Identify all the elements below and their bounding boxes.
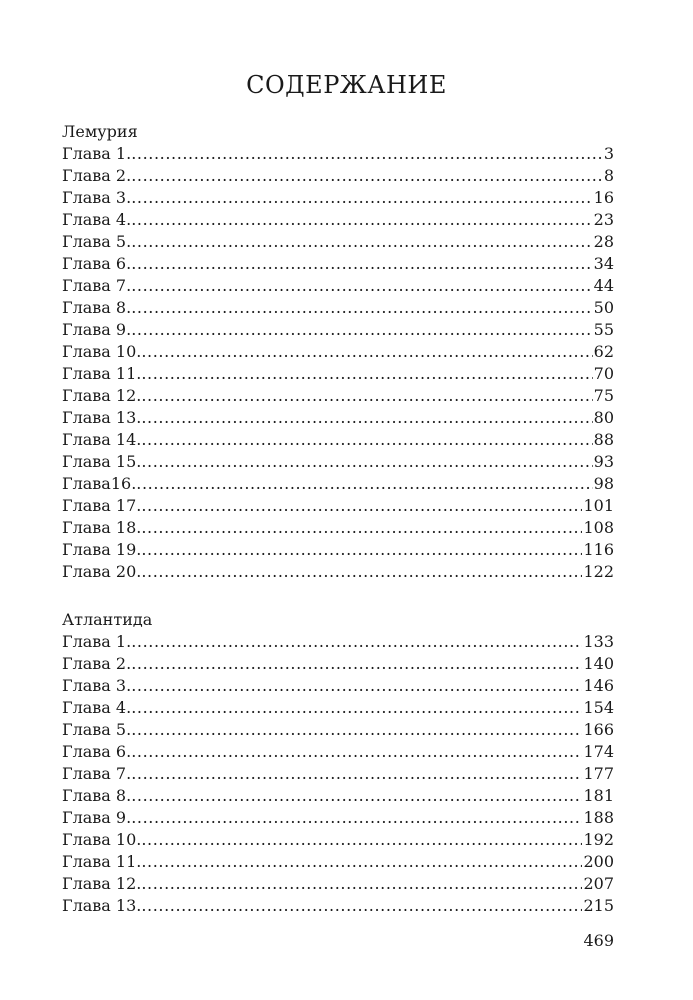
chapter-page-number: 75: [593, 386, 614, 405]
toc-entry: [62, 851, 614, 873]
dot-leader: [141, 385, 592, 407]
toc-entry: [62, 143, 614, 165]
chapter-page-number: 181: [583, 786, 614, 805]
chapter-label: Глава 3.: [62, 188, 132, 207]
toc-entry: [62, 785, 614, 807]
toc-entry: [62, 653, 614, 675]
toc-entry: [62, 429, 614, 451]
dot-leader: [131, 297, 592, 319]
section-heading: Атлантида: [62, 610, 153, 629]
chapter-label: Глава 6.: [62, 742, 132, 761]
chapter-page-number: 80: [593, 408, 614, 427]
chapter-label: Глава 9.: [62, 320, 132, 339]
dot-leader: [141, 895, 582, 917]
toc-entry: [62, 895, 614, 917]
toc-entry: [62, 473, 614, 495]
chapter-page-number: 16: [593, 188, 614, 207]
chapter-label: Глава 2.: [62, 654, 132, 673]
chapter-page-number: 8: [603, 166, 614, 185]
chapter-label: Глава 1.: [62, 632, 132, 651]
dot-leader: [141, 829, 582, 851]
chapter-label: Глава 15.: [62, 452, 142, 471]
chapter-label: Глава 8.: [62, 298, 132, 317]
chapter-label: Глава 18.: [62, 518, 142, 537]
section-heading: Лемурия: [62, 122, 138, 141]
toc-entry: [62, 209, 614, 231]
chapter-label: Глава 7.: [62, 276, 132, 295]
toc-entry: [62, 187, 614, 209]
toc-entry: [62, 363, 614, 385]
chapter-label: Глава 6.: [62, 254, 132, 273]
toc-entry: [62, 407, 614, 429]
chapter-page-number: 140: [583, 654, 614, 673]
dot-leader: [136, 473, 592, 495]
chapter-label: Глава 17.: [62, 496, 142, 515]
chapter-page-number: 146: [583, 676, 614, 695]
toc-entry: [62, 231, 614, 253]
toc-entry: [62, 385, 614, 407]
dot-leader: [131, 319, 592, 341]
toc-entry: [62, 561, 614, 583]
toc-entry: [62, 539, 614, 561]
dot-leader: [141, 539, 582, 561]
chapter-page-number: 62: [593, 342, 614, 361]
chapter-page-number: 154: [583, 698, 614, 717]
chapter-label: Глава 5.: [62, 232, 132, 251]
chapter-label: Глава 1.: [62, 144, 132, 163]
toc-entry: [62, 517, 614, 539]
dot-leader: [131, 253, 592, 275]
dot-leader: [141, 429, 592, 451]
chapter-label: Глава 20.: [62, 562, 142, 581]
chapter-page-number: 133: [583, 632, 614, 651]
chapter-page-number: 28: [593, 232, 614, 251]
dot-leader: [141, 407, 592, 429]
dot-leader: [131, 785, 582, 807]
toc-entry: [62, 807, 614, 829]
toc-entry: [62, 763, 614, 785]
chapter-page-number: 177: [583, 764, 614, 783]
chapter-page-number: 188: [583, 808, 614, 827]
dot-leader: [141, 451, 592, 473]
chapter-label: Глава 5.: [62, 720, 132, 739]
toc-entry: [62, 873, 614, 895]
chapter-page-number: 174: [583, 742, 614, 761]
chapter-page-number: 55: [593, 320, 614, 339]
chapter-page-number: 200: [583, 852, 614, 871]
chapter-label: Глава 13.: [62, 408, 142, 427]
toc-entry: [62, 165, 614, 187]
chapter-page-number: 50: [593, 298, 614, 317]
toc-section-lemuria: [62, 121, 614, 583]
dot-leader: [131, 741, 582, 763]
toc-entry: [62, 341, 614, 363]
chapter-label: Глава 10.: [62, 830, 142, 849]
chapter-page-number: 44: [593, 276, 614, 295]
chapter-label: Глава 8.: [62, 786, 132, 805]
chapter-label: Глава 14.: [62, 430, 142, 449]
dot-leader: [131, 653, 582, 675]
toc-entry: [62, 253, 614, 275]
toc-entry: [62, 319, 614, 341]
chapter-label: Глава16.: [62, 474, 137, 493]
dot-leader: [131, 631, 582, 653]
dot-leader: [131, 209, 592, 231]
dot-leader: [131, 231, 592, 253]
dot-leader: [141, 495, 582, 517]
dot-leader: [131, 275, 592, 297]
toc-entry: [62, 297, 614, 319]
page-title: СОДЕРЖАНИЕ: [246, 71, 447, 99]
dot-leader: [141, 873, 582, 895]
dot-leader: [131, 719, 582, 741]
dot-leader: [141, 363, 592, 385]
dot-leader: [131, 763, 582, 785]
toc-list: [62, 631, 614, 917]
chapter-page-number: 215: [583, 896, 614, 915]
chapter-label: Глава 13.: [62, 896, 142, 915]
dot-leader: [141, 517, 582, 539]
chapter-page-number: 70: [593, 364, 614, 383]
chapter-page-number: 3: [603, 144, 614, 163]
chapter-label: Глава 11.: [62, 852, 142, 871]
chapter-label: Глава 12.: [62, 874, 142, 893]
toc-entry: [62, 275, 614, 297]
chapter-label: Глава 7.: [62, 764, 132, 783]
chapter-label: Глава 2.: [62, 166, 132, 185]
toc-entry: [62, 829, 614, 851]
chapter-page-number: 192: [583, 830, 614, 849]
chapter-page-number: 116: [583, 540, 614, 559]
toc-section-atlantida: [62, 609, 614, 917]
toc-entry: [62, 741, 614, 763]
chapter-label: Глава 4.: [62, 698, 132, 717]
chapter-page-number: 207: [583, 874, 614, 893]
dot-leader: [131, 165, 603, 187]
dot-leader: [131, 807, 582, 829]
chapter-page-number: 122: [583, 562, 614, 581]
chapter-label: Глава 11.: [62, 364, 142, 383]
dot-leader: [141, 561, 582, 583]
dot-leader: [141, 341, 592, 363]
dot-leader: [141, 851, 582, 873]
chapter-page-number: 88: [593, 430, 614, 449]
chapter-page-number: 34: [593, 254, 614, 273]
chapter-label: Глава 3.: [62, 676, 132, 695]
chapter-label: Глава 10.: [62, 342, 142, 361]
chapter-page-number: 101: [583, 496, 614, 515]
chapter-label: Глава 12.: [62, 386, 142, 405]
toc-entry: [62, 495, 614, 517]
chapter-page-number: 23: [593, 210, 614, 229]
chapter-page-number: 98: [593, 474, 614, 493]
dot-leader: [131, 187, 592, 209]
toc-list: [62, 143, 614, 583]
dot-leader: [131, 675, 582, 697]
toc-entry: [62, 451, 614, 473]
chapter-page-number: 166: [583, 720, 614, 739]
chapter-label: Глава 4.: [62, 210, 132, 229]
page-number: 469: [583, 931, 614, 950]
toc-entry: [62, 697, 614, 719]
toc-entry: [62, 719, 614, 741]
toc-entry: [62, 675, 614, 697]
toc-entry: [62, 631, 614, 653]
chapter-label: Глава 9.: [62, 808, 132, 827]
chapter-page-number: 93: [593, 452, 614, 471]
dot-leader: [131, 143, 603, 165]
dot-leader: [131, 697, 582, 719]
chapter-page-number: 108: [583, 518, 614, 537]
chapter-label: Глава 19.: [62, 540, 142, 559]
